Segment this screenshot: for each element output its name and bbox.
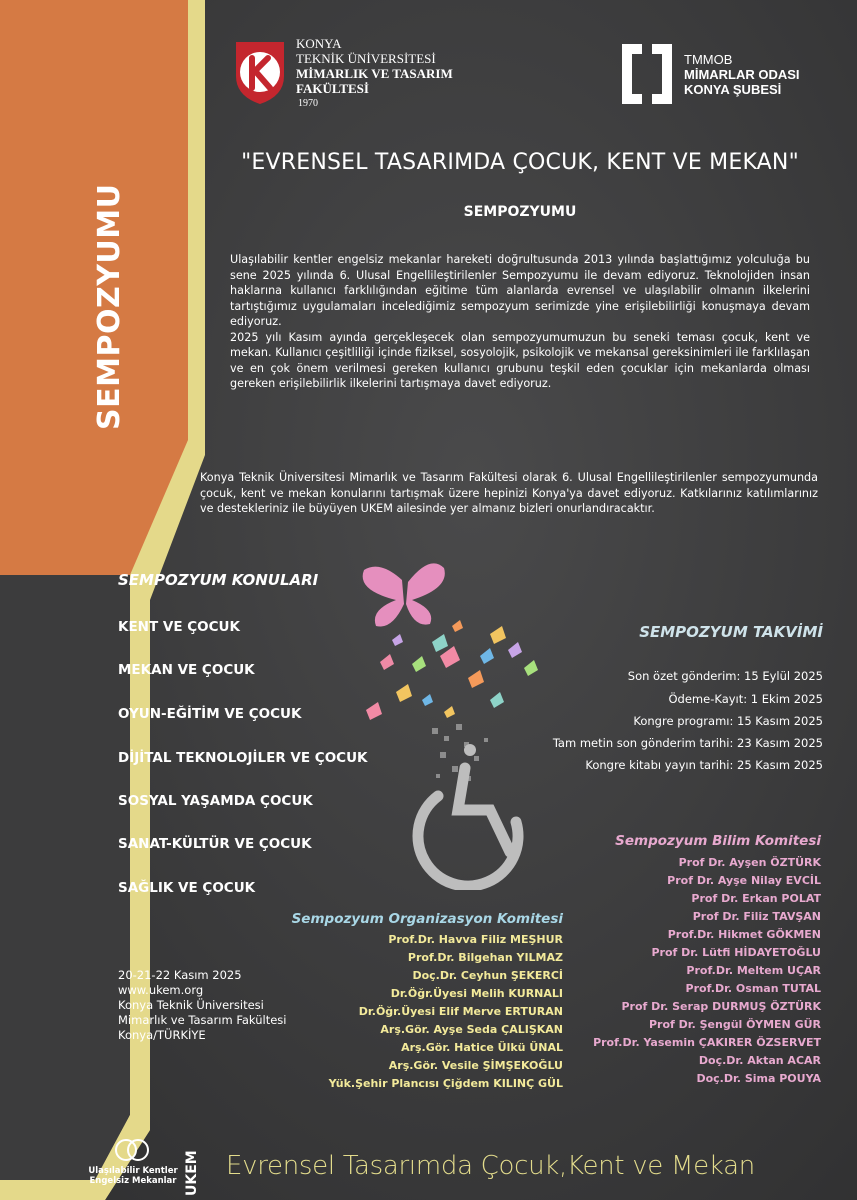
ktun-line4: FAKÜLTESİ: [296, 81, 369, 96]
invitation-block: [200, 470, 818, 517]
mo-line2: MİMARLAR ODASI: [684, 67, 800, 82]
topic-item: OYUN-EĞİTİM VE ÇOCUK: [118, 706, 302, 722]
org-committee-heading: Sempozyum Organizasyon Komitesi: [291, 911, 563, 927]
mo-line1: TMMOB: [684, 52, 733, 67]
org-committee-member: Arş.Gör. Ayşe Seda ÇALIŞKAN: [380, 1023, 563, 1036]
science-committee-member: Doç.Dr. Sima POUYA: [696, 1072, 821, 1085]
topic-item: SANAT-KÜLTÜR VE ÇOCUK: [118, 836, 312, 852]
topic-item: SAĞLIK VE ÇOCUK: [118, 880, 256, 896]
science-committee-member: Prof.Dr. Osman TUTAL: [685, 982, 821, 995]
org-committee-member: Prof.Dr. Bilgehan YILMAZ: [407, 951, 563, 964]
schedule-item: Kongre programı: 15 Kasım 2025: [633, 714, 823, 728]
science-committee-member: Prof Dr. Şengül ÖYMEN GÜR: [648, 1018, 821, 1031]
ukem-logo-icon: [108, 1136, 158, 1164]
intro-paragraph-2: 2025 yılı Kasım ayında gerçekleşecek olan sempozyumumuzun bu seneki teması çocuk, kent ve mekan. Kullanıcı çeşitliliği içinde fiziksel, sosyolojik, psikolojik ve mekansal gereksinimleri ile farklılaşan ve en çok önem verilmesi gereken kullanıcı grubunu teşkil eden çocuklar için mekanlarda olması gereken erişilebilirlik ilkelerini tartışmaya davet ediyoruz.: [230, 330, 810, 390]
science-committee-member: Prof Dr. Ayşe Nilay EVCİL: [667, 874, 821, 887]
science-committee-member: Doç.Dr. Aktan ACAR: [698, 1054, 821, 1067]
event-city: Konya/TÜRKİYE: [118, 1028, 206, 1042]
science-committee-member: Prof Dr. Ayşen ÖZTÜRK: [678, 856, 821, 869]
event-website[interactable]: www.ukem.org: [118, 983, 204, 997]
event-dates: 20-21-22 Kasım 2025: [118, 968, 242, 982]
topic-item: KENT VE ÇOCUK: [118, 619, 240, 635]
side-subtitle: SEMPOZYUMU: [92, 183, 127, 430]
main-title: "EVRENSEL TASARIMDA ÇOCUK, KENT VE MEKAN": [241, 150, 799, 175]
science-committee-member: Prof Dr. Serap DURMUŞ ÖZTÜRK: [621, 1000, 821, 1013]
mimarlar-odasi-text: [684, 52, 800, 97]
butterfly-icon: [363, 563, 445, 626]
intro-block: [230, 252, 810, 392]
topic-item: DİJİTAL TEKNOLOJİLER VE ÇOCUK: [118, 750, 368, 766]
science-committee-member: Prof.Dr. Hikmet GÖKMEN: [667, 928, 821, 941]
event-info: [118, 968, 287, 1043]
ukem-line2: Engelsiz Mekanlar: [89, 1176, 177, 1186]
org-committee-member: Arş.Gör. Hatice Ülkü ÜNAL: [401, 1041, 563, 1054]
schedule-item: Son özet gönderim: 15 Eylül 2025: [627, 669, 823, 683]
ktun-logo-text: [296, 36, 453, 111]
science-committee-member: Prof Dr. Filiz TAVŞAN: [692, 910, 821, 923]
ukem-vertical-label: UKEM: [184, 1150, 200, 1196]
ukem-logo-text: [74, 1166, 192, 1186]
science-committee-member: Prof.Dr. Meltem UÇAR: [686, 964, 821, 977]
mo-line3: KONYA ŞUBESİ: [684, 82, 782, 97]
schedule-item: Kongre kitabı yayın tarihi: 25 Kasım 2025: [585, 758, 823, 772]
mimarlar-odasi-logo-icon: [618, 40, 676, 108]
event-venue-faculty: Mimarlık ve Tasarım Fakültesi: [118, 1013, 287, 1027]
topic-item: MEKAN VE ÇOCUK: [118, 662, 255, 678]
main-subtitle: SEMPOZYUMU: [463, 204, 577, 220]
schedule-heading: SEMPOZYUM TAKVİMİ: [639, 623, 823, 641]
butterfly-wheelchair-illustration: [340, 560, 570, 890]
science-committee-heading: Sempozyum Bilim Komitesi: [615, 833, 821, 849]
wheelchair-icon: [418, 744, 518, 886]
topics-heading: SEMPOZYUM KONULARI: [118, 571, 319, 589]
footer-slogan: Evrensel Tasarımda Çocuk,Kent ve Mekan: [226, 1151, 755, 1181]
org-committee-member: Dr.Öğr.Üyesi Melih KURNALI: [390, 987, 563, 1000]
ktun-logo-icon: [230, 36, 290, 106]
org-committee-member: Yük.Şehir Plancısı Çiğdem KILINÇ GÜL: [328, 1077, 563, 1090]
ktun-year: 1970: [298, 98, 318, 109]
invitation-paragraph: Konya Teknik Üniversitesi Mimarlık ve Tasarım Fakültesi olarak 6. Ulusal Engellileştirilenler sempozyumunda çocuk, kent ve mekan konularını tartışmak üzere hepinizi Konya'ya davet ediyoruz. Katkılarınız katılımlarınız ve destekleriniz ile büyüyen UKEM ailesinde yer almanız bizleri onurlandıracaktır.: [200, 471, 818, 515]
org-committee-member: Prof.Dr. Havva Filiz MEŞHUR: [388, 933, 563, 946]
ukem-line1: Ulaşılabilir Kentler: [88, 1166, 178, 1176]
science-committee-member: Prof.Dr. Yasemin ÇAKIRER ÖZSERVET: [593, 1036, 821, 1049]
event-venue-university: Konya Teknik Üniversitesi: [118, 998, 264, 1012]
ktun-line3: MİMARLIK VE TASARIM: [296, 66, 453, 81]
schedule-item: Ödeme-Kayıt: 1 Ekim 2025: [668, 692, 823, 706]
topic-item: SOSYAL YAŞAMDA ÇOCUK: [118, 793, 313, 809]
org-committee-member: Arş.Gör. Vesile ŞİMŞEKOĞLU: [388, 1059, 563, 1072]
intro-paragraph-1: Ulaşılabilir kentler engelsiz mekanlar hareketi doğrultusunda 2013 yılında başlattığımız yolculuğa bu sene 2025 yılında 6. Ulusal Engellileştirilenler Sempozyumu ile devam ediyoruz. Teknolojiden insan haklarına kullanıcı farklılığından eğitime tüm alanlarda evrensel ve ulaşılabilir olmanın ilkelerini tartıştığımız uygulamaları incelediğimiz sempozyum serimizde yine erişilebilirliği konuşmaya devam ediyoruz.: [230, 253, 810, 328]
science-committee-member: Prof Dr. Lütfi HİDAYETOĞLU: [651, 946, 821, 959]
ktun-line1: KONYA: [296, 36, 342, 51]
schedule-item: Tam metin son gönderim tarihi: 23 Kasım 2025: [552, 736, 823, 750]
org-committee-member: Doç.Dr. Ceyhun ŞEKERCİ: [412, 969, 563, 982]
ktun-line2: TEKNİK ÜNİVERSİTESİ: [296, 51, 436, 66]
science-committee-member: Prof Dr. Erkan POLAT: [691, 892, 821, 905]
org-committee-member: Dr.Öğr.Üyesi Elif Merve ERTURAN: [358, 1005, 563, 1018]
dark-band: [0, 575, 130, 1180]
